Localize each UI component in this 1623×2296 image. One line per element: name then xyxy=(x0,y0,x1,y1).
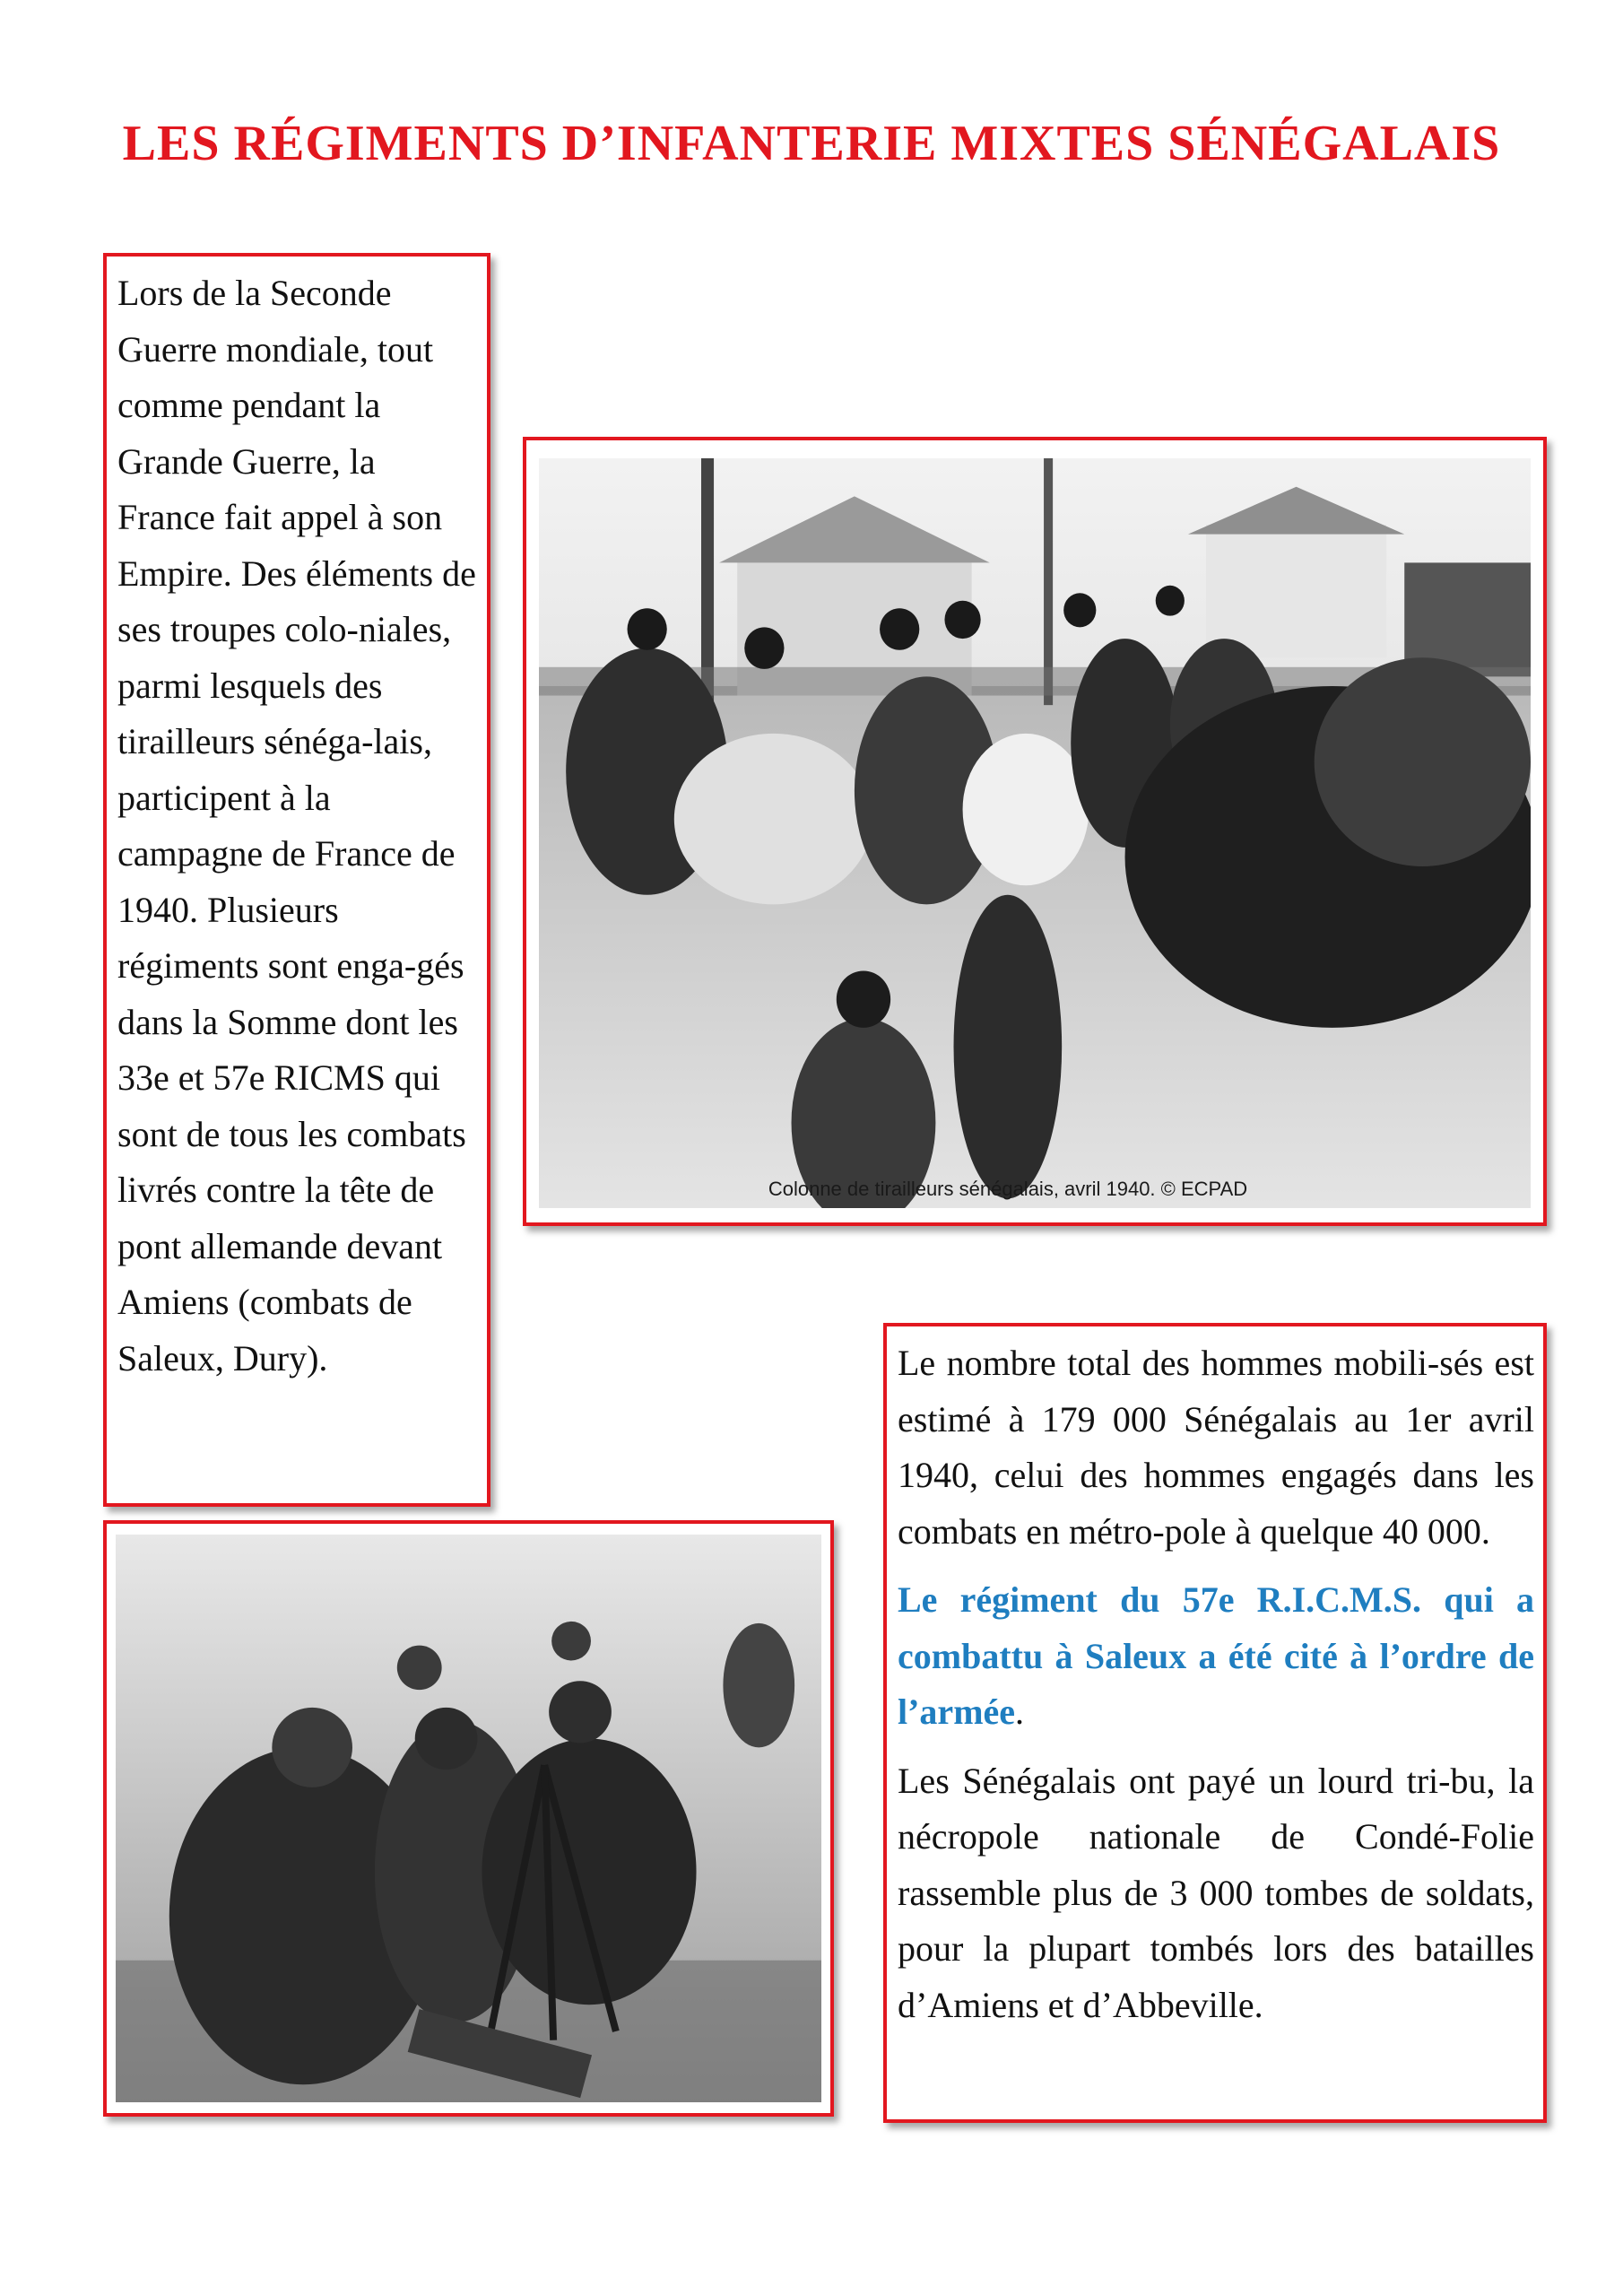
citation-paragraph xyxy=(898,1572,1534,1741)
photo-mortar-image xyxy=(116,1535,821,2102)
photo-column-of-tirailleurs xyxy=(523,437,1547,1226)
necropolis-paragraph: Les Sénégalais ont payé un lourd tri-bu, la nécropole nationale de Condé-Folie rassemble plus de 3 000 tombes de soldats, pour la plupart tombés lors des batailles d’Amiens et d’Abbeville. xyxy=(898,1760,1534,2025)
citation-highlight: Le régiment du 57e R.I.C.M.S. qui a combattu à Saleux a été cité à l’ordre de l’armée xyxy=(898,1579,1534,1732)
photo-mortar-crew xyxy=(103,1520,834,2117)
page-title: LES RÉGIMENTS D’INFANTERIE MIXTES SÉNÉGALAIS xyxy=(122,116,1501,171)
photo-column-illustration xyxy=(539,458,1531,1208)
facts-text-box xyxy=(883,1323,1547,2123)
photo-mortar-illustration xyxy=(116,1535,821,2102)
intro-paragraph: Lors de la Seconde Guerre mondiale, tout comme pendant la Grande Guerre, la France fait appel à son Empire. Des éléments de ses troupes colo-niales, parmi lesquels des tirailleurs sénéga-lais, participent à la campagne de France de 1940. Plusieurs régiments sont enga-gés dans la Somme dont les 33e et 57e RICMS qui sont de tous les combats livrés contre la tête de pont allemande devant Amiens (combats de Saleux, Dury). xyxy=(117,273,476,1378)
intro-text-box xyxy=(103,253,490,1507)
mobilisation-paragraph: Le nombre total des hommes mobili-sés est estimé à 179 000 Sénégalais au 1er avril 1940, celui des hommes engagés dans les combats en métro-pole à quelque 40 000. xyxy=(898,1343,1534,1552)
photo-column-image xyxy=(539,458,1531,1208)
photo-caption: Colonne de tirailleurs sénégalais, avril 1940. © ECPAD xyxy=(768,1178,1248,1200)
citation-period: . xyxy=(1015,1692,1025,1732)
